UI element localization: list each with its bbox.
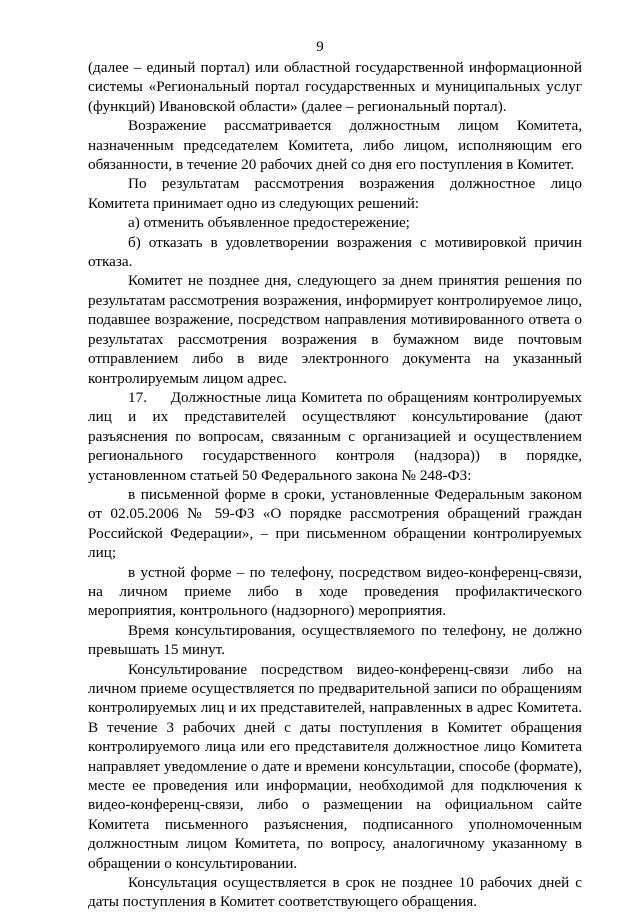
paragraph: По результатам рассмотрения возражения должностное лицо Комитета принимает одно из следующих решений: [88,175,582,212]
paragraph: Время консультирования, осуществляемого по телефону, не должно превышать 15 минут. [88,621,582,659]
paragraph: Комитет не позднее дня, следующего за днем принятия решения по результатам рассмотрения возражения, информирует контролируемое лицо, подавшее возражение, посредством направления мотивированного ответа о результатах рассмотрения возражения в бумажном виде почтовым отправлением либо в виде электронного документа на указанный контролируемым лицом адрес. [88,272,582,387]
document-body [88,58,582,912]
paragraph-continuation: (далее – единый портал) или областной государственной информационной системы «Региональный портал государственных и муниципальных услуг (функций) Ивановской области» (далее – региональный портал). [88,59,582,115]
list-item: б) отказать в удовлетворении возражения с мотивировкой причин отказа. [88,233,582,271]
page-number: 9 [316,39,324,55]
numbered-clause: 17. Должностные лица Комитета по обращениям контролируемых лиц и их представителей осуществляют консультирование (дают разъяснения по вопросам, связанным с организацией и осуществлением регионального государственного контроля (надзора)) в порядке, установленном статьей 50 Федерального закона № 248-ФЗ: [88,388,582,484]
paragraph: Консультация осуществляется в срок не позднее 10 рабочих дней с даты поступления в Комитет соответствующего обращения. [88,874,582,911]
paragraph: в устной форме – по телефону, посредством видео-конференц-связи, на личном приеме либо в ходе проведения профилактического мероприятия, контрольного (надзорного) мероприятия. [88,563,582,620]
paragraph: в письменной форме в сроки, установленные Федеральным законом от 02.05.2006 № 59-ФЗ «О порядке рассмотрения обращений граждан Российской Федерации», – при письменном обращении контролируемых лиц; [88,485,582,562]
list-item: а) отменить объявленное предостережение; [128,214,410,232]
paragraph: Возражение рассматривается должностным лицом Комитета, назначенным председателем Комитета, либо лицом, исполняющим его обязанности, в течение 20 рабочих дней со дня его поступления в Комитет. [88,117,582,174]
paragraph: Консультирование посредством видео-конференц-связи либо на личном приеме осуществляется по предварительной записи по обращениям контролируемых лиц и их представителей, направленных в адрес Комитета. В течение 3 рабочих дней с даты поступления в Комитет обращения контролируемого лица или его представителя должностное лицо Комитета направляет уведомление о дате и времени консультации, способе (формате), месте ее проведения или информации, необходимой для подключения к видео-конференц-связи, либо о размещении на официальном сайте Комитета письменного разъяснения, подписанного уполномоченным должностным лицом Комитета, по вопросу, аналогичному указанному в обращении о консультировании. [88,660,582,872]
